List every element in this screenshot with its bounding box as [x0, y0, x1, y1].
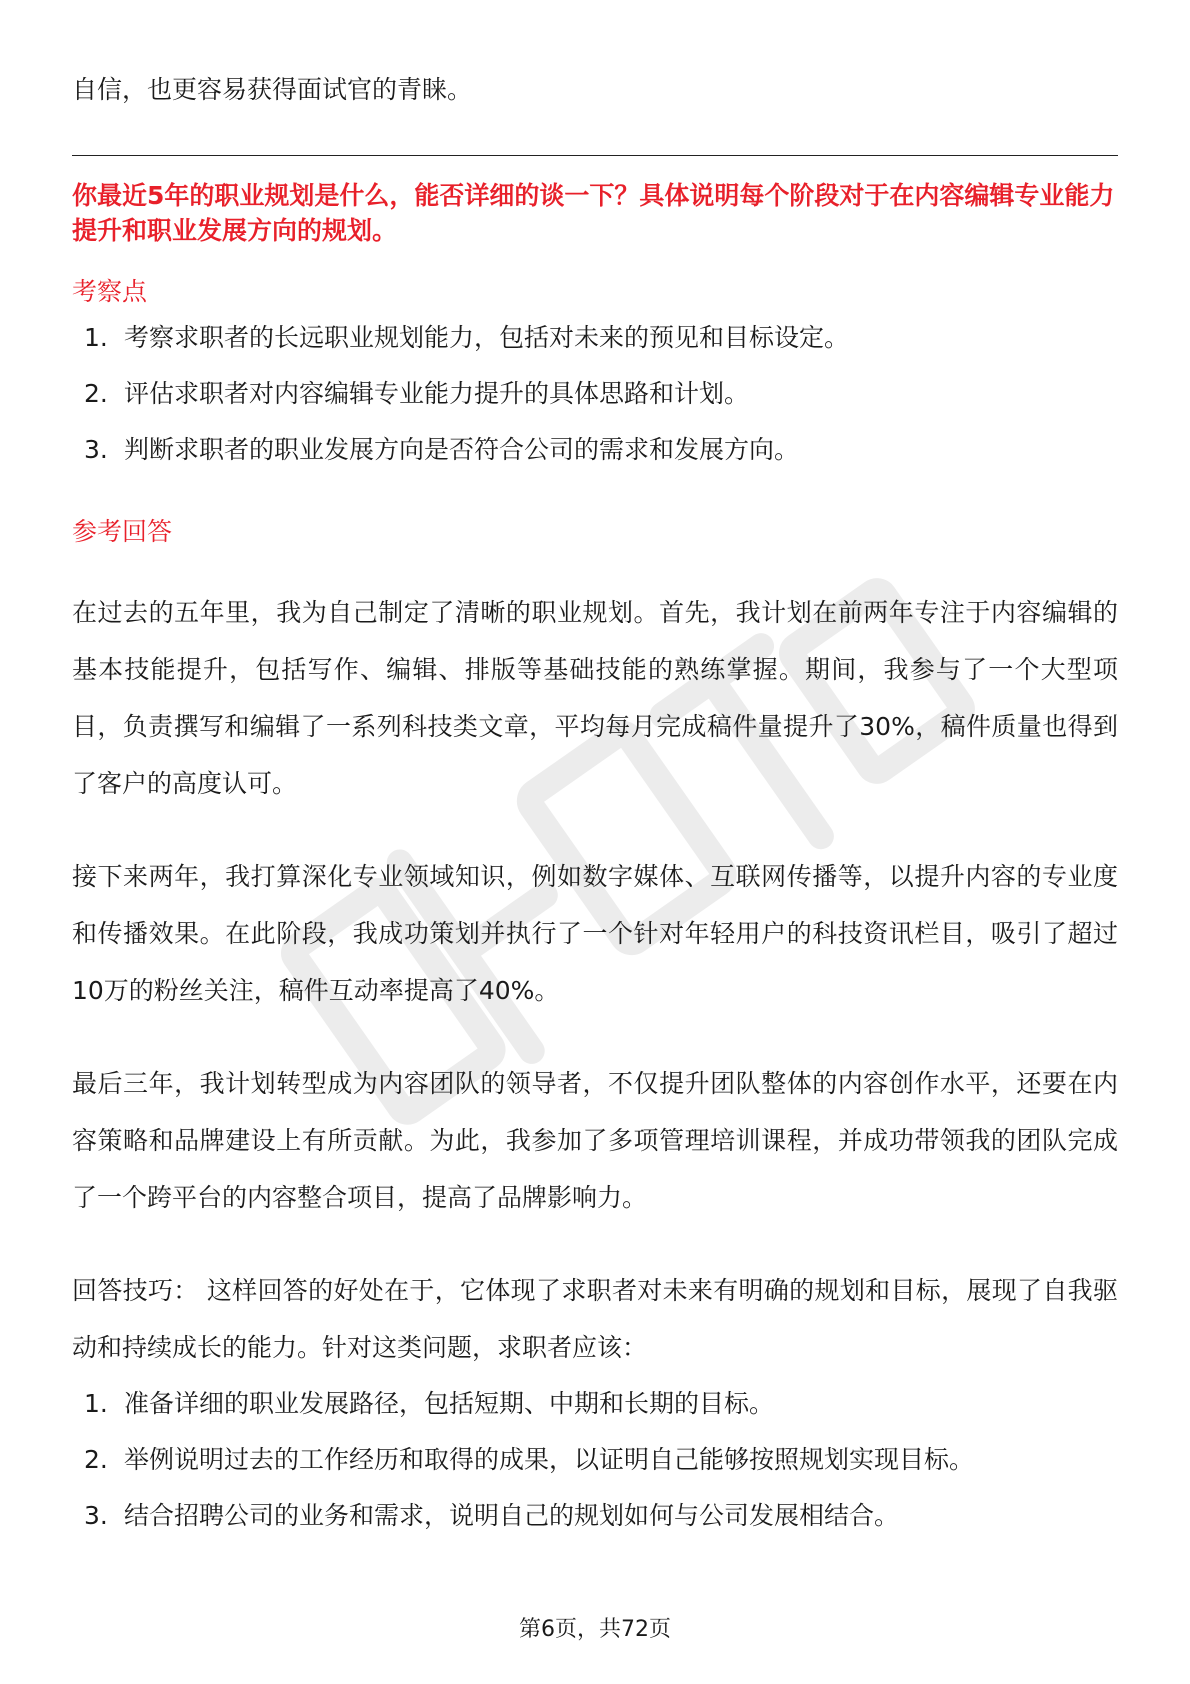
list-item: [72, 422, 1118, 478]
continuation-text: 自信，也更容易获得面试官的青睐。: [72, 75, 473, 104]
list-number: 2.: [84, 379, 108, 408]
list-number: 1.: [84, 323, 108, 352]
list-item: [72, 366, 1118, 422]
list-item: [72, 1488, 1118, 1544]
list-item: [72, 1432, 1118, 1488]
answer-paragraph: 在过去的五年里，我为自己制定了清晰的职业规划。首先，我计划在前两年专注于内容编辑的基本技能提升，包括写作、编辑、排版等基础技能的熟练掌握。期间，我参与了一个大型项目，负责撰写和编辑了一系列科技类文章，平均每月完成稿件量提升了30%，稿件质量也得到了客户的高度认可。: [72, 598, 1118, 798]
list-item: [72, 310, 1118, 366]
list-item-text: 举例说明过去的工作经历和取得的成果，以证明自己能够按照规划实现目标。: [124, 1445, 975, 1474]
answer-paragraph: 接下来两年，我打算深化专业领域知识，例如数字媒体、互联网传播等，以提升内容的专业度和传播效果。在此阶段，我成功策划并执行了一个针对年轻用户的科技资讯栏目，吸引了超过10万的粉丝关注，稿件互动率提高了40%。: [72, 862, 1118, 1005]
list-number: 2.: [84, 1445, 108, 1474]
page-content: [72, 70, 1118, 1544]
page-footer: 第6页，共72页: [519, 1617, 671, 1642]
answer-paragraph: 最后三年，我计划转型成为内容团队的领导者，不仅提升团队整体的内容创作水平，还要在内容策略和品牌建设上有所贡献。为此，我参加了多项管理培训课程，并成功带领我的团队完成了一个跨平台的内容整合项目，提高了品牌影响力。: [72, 1069, 1118, 1212]
list-number: 3.: [84, 1501, 108, 1530]
list-item-text: 考察求职者的长远职业规划能力，包括对未来的预见和目标设定。: [124, 323, 850, 352]
list-number: 3.: [84, 435, 108, 464]
list-item-text: 结合招聘公司的业务和需求，说明自己的规划如何与公司发展相结合。: [124, 1501, 900, 1530]
cankao-heading: 参考回答: [72, 517, 173, 546]
kaocha-heading: 考察点: [72, 277, 148, 306]
tips-list: [72, 1376, 1118, 1544]
list-item: [72, 1376, 1118, 1432]
list-number: 1.: [84, 1389, 108, 1418]
list-item-text: 判断求职者的职业发展方向是否符合公司的需求和发展方向。: [124, 435, 800, 464]
question-heading: 你最近5年的职业规划是什么，能否详细的谈一下？具体说明每个阶段对于在内容编辑专业能力提升和职业发展方向的规划。: [72, 181, 1115, 245]
kaocha-list: [72, 310, 1118, 478]
list-item-text: 评估求职者对内容编辑专业能力提升的具体思路和计划。: [124, 379, 750, 408]
list-item-text: 准备详细的职业发展路径，包括短期、中期和长期的目标。: [124, 1389, 775, 1418]
section-divider: [72, 155, 1118, 156]
tips-paragraph: 回答技巧： 这样回答的好处在于，它体现了求职者对未来有明确的规划和目标，展现了自我驱动和持续成长的能力。针对这类问题，求职者应该：: [72, 1276, 1118, 1362]
